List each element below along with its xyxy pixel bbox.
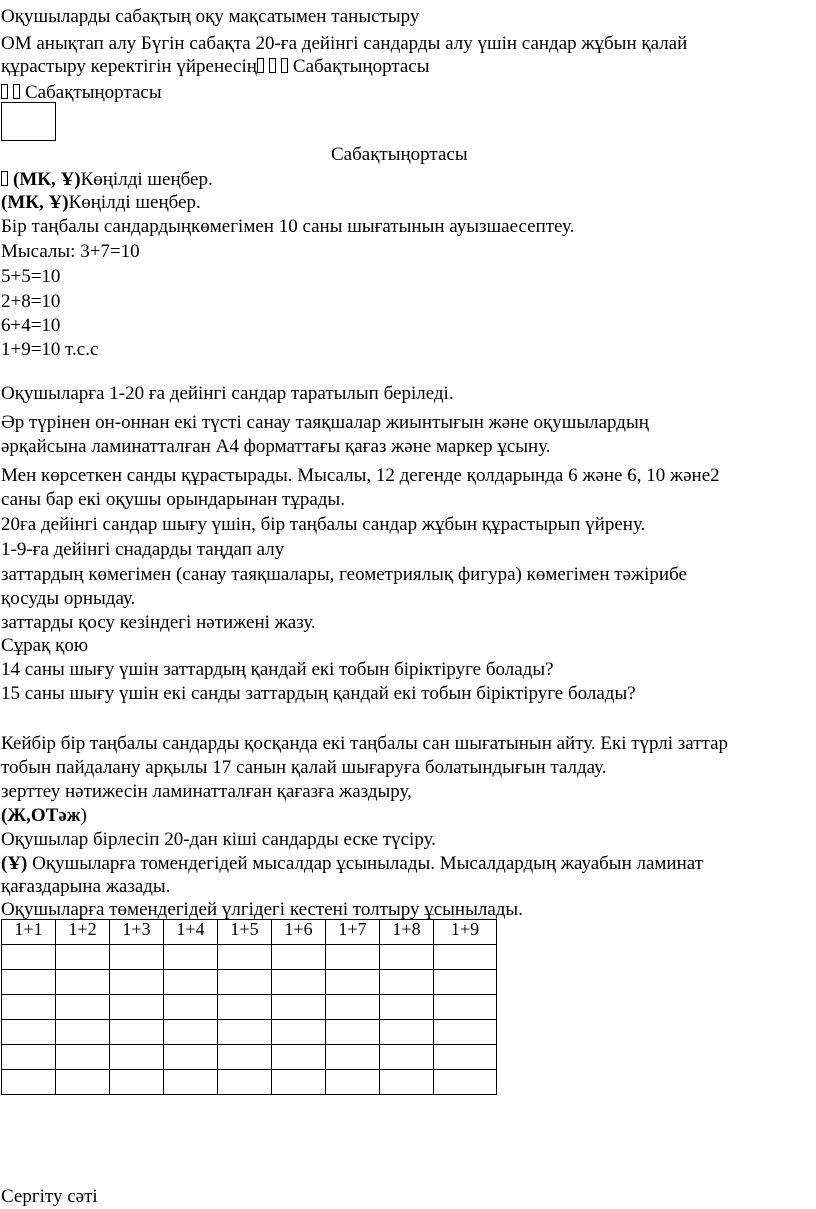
table-cell [380,1020,434,1045]
line-paragraph: заттардың көмегімен (санау таяқшалары, геометриялық фигура) көмегімен тәжірибе [1,564,687,585]
line-paragraph: саны бар екі оқушы орындарынан тұрады. [1,489,345,510]
table-cell [2,970,56,995]
table-cell [218,945,272,970]
line-paragraph: әрқайсына ламинатталған А4 форматтағы қағаз және маркер ұсыну. [1,436,551,457]
sums-table [1,919,497,1095]
table-cell [272,1020,326,1045]
table-cell [2,1045,56,1070]
table-cell [434,1020,497,1045]
table-cell [326,1070,380,1095]
line-objective-2-heading: Сабақтыңортасы [292,56,430,77]
table-cell [272,995,326,1020]
line-example: Мысалы: 3+7=10 [1,241,140,262]
line-paragraph: Кейбір бір таңбалы сандарды қосқанда екі таңбалы сан шығатынын айту. Екі түрлі заттар [1,733,729,754]
table-cell [434,970,497,995]
line-paragraph: зерттеу нәтижесін ламинатталған қағазға жаздыру, [1,781,412,802]
table-cell [272,1045,326,1070]
table-cell [110,1020,164,1045]
table-cell [110,970,164,995]
line-task: Бір таңбалы сандардыңкөмегімен 10 саны шығатынын ауызшаесептеу. [1,216,575,237]
table-cell [56,1070,110,1095]
table-row [2,1020,497,1045]
line-table-caption: Оқушыларға төмендегідей үлгідегі кестені толтыру ұсынылады. [1,899,523,920]
line-paragraph: қағаздарына жазады. [1,876,171,897]
line-paragraph: қосуды орныдау. [1,588,136,609]
header-cell: 1+2 [56,920,110,945]
table-cell [380,1070,434,1095]
table-cell [272,945,326,970]
header-cell: 1+7 [326,920,380,945]
table-cell [326,945,380,970]
line-paragraph: 20ға дейінгі сандар шығу үшін, бір таңбалы сандар жұбын құрастырып үйрену. [1,514,646,535]
table-cell [164,1045,218,1070]
missing-glyph-icon [13,84,20,99]
table-cell [218,1070,272,1095]
missing-glyph-icon [1,171,8,186]
table-row [2,995,497,1020]
header-cell: 1+8 [380,920,434,945]
line-activity-1 [1,170,213,189]
table-cell [110,945,164,970]
line-activity-2 [1,193,201,212]
line-paragraph: Мен көрсеткен санды құрастырады. Мысалы, 12 дегенде қолдарында 6 және 6, 10 және2 [1,465,720,486]
table-cell [434,1070,497,1095]
table-cell [2,1070,56,1095]
line-paragraph: заттарды қосу кезіндегі нәтижені жазу. [1,612,316,633]
line-objective-2-text: құрастыру керектігін үйренесің [1,56,257,77]
table-cell [110,1070,164,1095]
table-cell [380,970,434,995]
line-paragraph: Әр түрінен он-оннан екі түсті санау таяқшалар жиынтығын және оқушылардың [1,412,649,433]
centered-section-heading: Сабақтыңортасы [331,144,468,165]
table-cell [164,970,218,995]
line-paragraph: Оқушыларға 1-20 ға дейінгі сандар таратылып беріледі. [1,383,454,404]
empty-box [1,102,56,141]
activity-code: (МК, Ұ) [13,169,81,190]
line-equation: 1+9=10 т.с.с [1,339,99,360]
missing-glyph-icon [1,84,8,99]
table-cell [110,995,164,1020]
table-row [2,1045,497,1070]
table-cell [56,1020,110,1045]
line-paragraph: Оқушылар бірлесіп 20-дан кіші сандарды еске түсіру. [1,829,436,850]
missing-glyph-icon [257,58,264,73]
line-equation: 6+4=10 [1,315,61,336]
table-cell [272,1070,326,1095]
header-cell: 1+5 [218,920,272,945]
line-question-heading: Сұрақ қою [1,635,89,656]
table-cell [380,945,434,970]
table-cell [218,1045,272,1070]
line-question: 15 саны шығу үшін екі санды заттардың қандай екі тобын біріктіруге болады? [1,683,636,704]
activity-code: (Ж,ОТәж [1,805,81,826]
table-cell [326,995,380,1020]
header-cell: 1+4 [164,920,218,945]
table-row [2,945,497,970]
header-cell: 1+3 [110,920,164,945]
line-question: 14 саны шығу үшін заттардың қандай екі тобын біріктіруге болады? [1,659,554,680]
activity-text: Оқушыларға томендегідей мысалдар ұсынылады. Мысалдардың жауабын ламинат [27,853,704,874]
missing-glyph-icon [269,58,276,73]
line-intro: Оқушыларды сабақтың оқу мақсатымен таныстыру [1,6,420,27]
table-cell [56,995,110,1020]
table-row [2,1070,497,1095]
activity-code: (Ұ) [1,853,28,874]
table-cell [326,1020,380,1045]
table-cell [164,995,218,1020]
line-paragraph [1,854,703,873]
table-cell [218,1020,272,1045]
table-cell [380,995,434,1020]
table-cell [56,945,110,970]
activity-text: ) [80,805,87,826]
table-header-row [2,920,497,945]
header-cell: 1+1 [2,920,56,945]
missing-glyph-icon [281,58,288,73]
line-activity-code [1,806,87,825]
table-cell [110,1045,164,1070]
activity-text: Көңілді шеңбер. [68,192,201,213]
line-closing: Сергіту сәті [1,1186,98,1207]
table-cell [2,945,56,970]
line-equation: 2+8=10 [1,291,61,312]
table-cell [2,995,56,1020]
table-cell [218,995,272,1020]
line-objective-2 [1,57,430,76]
line-equation: 5+5=10 [1,266,61,287]
table-cell [434,945,497,970]
section-heading-text: Сабақтыңортасы [25,82,162,103]
line-objective-1: ОМ анықтап алу Бүгін сабақта 20-ға дейінгі сандарды алу үшін сандар жұбын қалай [1,33,688,54]
table-cell [326,1045,380,1070]
line-section-heading [1,83,162,102]
table-row [2,970,497,995]
header-cell: 1+6 [272,920,326,945]
table-cell [164,1070,218,1095]
table-cell [164,1020,218,1045]
activity-text: Көңілді шеңбер. [80,169,213,190]
line-paragraph: 1-9-ға дейінгі снадарды таңдап алу [1,539,285,560]
header-cell: 1+9 [434,920,497,945]
table-cell [164,945,218,970]
table-cell [56,970,110,995]
table-cell [326,970,380,995]
table-cell [2,1020,56,1045]
table-cell [434,995,497,1020]
activity-code: (МК, Ұ) [1,192,69,213]
table-cell [434,1045,497,1070]
table-cell [56,1045,110,1070]
table-cell [272,970,326,995]
table-cell [218,970,272,995]
table-cell [380,1045,434,1070]
line-paragraph: тобын пайдалану арқылы 17 санын қалай шығаруға болатындығын талдау. [1,757,607,778]
